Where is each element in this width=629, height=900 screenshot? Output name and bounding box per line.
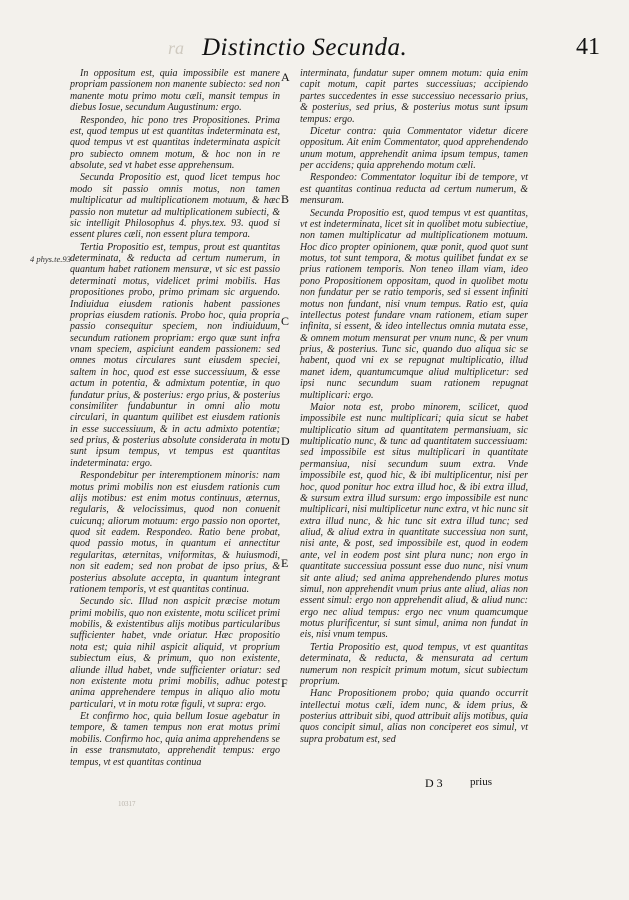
paragraph: Respondeo, hic pono tres Propositiones. Prima est, quod tempus ut est quantitas indeterminata est, quod tempus vt est quantitas indeterminata aspicit pro subiecto omnem motum, & hoc non in re absolute, sed vt habet esse apprehensum. <box>70 114 280 171</box>
page-title: Distinctio Secunda. <box>202 34 408 61</box>
paragraph: Respondeo: Commentator loquitur ibi de tempore, vt est quantitas continua reducta ad certum numerum, & mensuram. <box>300 172 528 207</box>
paragraph: Respondebitur per interemptionem minoris: nam motus primi mobilis non est eiusdem rationis cum alijs motibus: est enim motus continuus, æternus, regularis, & velocissimus, quod non conuenit cuicunq; aliorum motuum: ergo passio non oportet, quod sit eadem. Respondeo. Ratio bene probat, quod passio motus, in quantum ei annectitur regularitas, æternitas, vniformitas, & huiusmodi, non sit eadem; sed non probat de ipso prius, & posterius absolute accepta, in quantum integrant rationem temporis, vt est quantitas continua. <box>70 470 280 595</box>
section-marker-d: D <box>281 434 290 448</box>
margin-citation: 4 phys.te.93 <box>30 254 71 264</box>
signature-mark: D 3 <box>425 776 443 790</box>
bleed-through-text: ra <box>168 38 185 58</box>
left-column <box>70 68 280 769</box>
page-number: 41 <box>576 34 600 60</box>
paragraph: In oppositum est, quia impossibile est manere propriam passionem non manente subiecto: sed non manente motu primo motu cæli, mansit tempus in diebus Iosue, secundum Augustinum: ergo. <box>70 68 280 114</box>
running-header <box>180 34 600 68</box>
section-marker-b: B <box>281 192 290 206</box>
section-marker-e: E <box>281 556 289 570</box>
paragraph: Secundo sic. Illud non aspicit præcise motum primi mobilis, quo non existente, motu scilicet primi mobilis, & existentibus alijs motibus particularibus sufficienter habet, vnde oriatur. Hæc propositio nota est; quia nihil aspicit aliquid, vt proprium subiectum eius, & primum, quo non existente, aliunde illud habet, vnde sufficienter oriatur: sed non existente motu primi mobilis, adhuc potest anima apprehendere tempus in aliquo alio motu particulari, vt in motu rotæ figuli, vt supra: ergo. <box>70 596 280 710</box>
right-column <box>300 68 528 746</box>
section-marker-a: A <box>281 70 290 84</box>
paragraph: Secunda Propositio est, quod licet tempus hoc modo sit passio omnis motus, non tamen multiplicatur ad multiplicationem motuum, & hæc passio non mutetur ad multiplicationem subiecti, & sic intelligit Philosophus 4. phys.tex. 93. quod si essent plures cæli, non essent plura tempora. <box>70 172 280 241</box>
paragraph: Dicetur contra: quia Commentator videtur dicere oppositum. Ait enim Commentator, quod apprehendendo unum motum, apprehendit anima ipsum tempus, tamen per accidens; quia apprehendo motum cæli. <box>300 125 528 171</box>
paragraph: Hanc Propositionem probo; quia quando occurrit intellectui motus cæli, idem nunc, & idem prius, & posterius attribuit sibi, quod attribuit alijs motibus, quia quos concipit simul, alias non conciperet eos simul, vt supra probatum est, sed <box>300 688 528 745</box>
scan-mark: 10317 <box>118 800 136 808</box>
paragraph: Tertia Propositio est, tempus, prout est quantitas determinata, & reducta ad certum numerum, in quantum habet rationem mensuræ, vt sic est passio determinati motus, videlicet primi mobilis. Has propositiones probo, primo primam sic arguendo. Indiuidua eiusdem rationis habent passiones proprias eiusdem rationis. Probo hoc, quia propria passio consequitur speciem, non indiuiduum, secundum rationem propriam: ergo quæ sunt infra vnam speciem, aspiciunt eandem passionem: sed omnes motus circulares sunt eiusdem speciei, saltem in hoc, quod est esse successiuum, & esse actum in potentia, & admixtum potentiæ, in quo fundatur prius, & posterius: ergo prius, & posterius consimiliter fundabuntur in omni alio motu circulari, in quantum quilibet est eiusdem rationis in esse successiuum, & in actu admixto potentiæ; sed prius, & posterius absolute considerata in motu sunt ipsum tempus, vt tempus est quantitas indeterminata: ergo. <box>70 241 280 469</box>
catchword: prius <box>470 776 492 788</box>
paragraph: Tertia Propositio est, quod tempus, vt est quantitas determinata, & reducta, & mensurata ad certum numerum non respicit primum motum, sicut subiectum proprium. <box>300 641 528 687</box>
paragraph: Secunda Propositio est, quod tempus vt est quantitas, vt est indeterminata, licet sit in quolibet motu subiectiue, non tamen multiplicatur ad multiplicationem motuum. Hoc dico propter opinionem, quæ ponit, quod quot sunt motus, tot sunt tempora, & motus quilibet fundat ex se prius rationem temporis. Non teneo illam viam, ideo pono Propositionem oppositam, quod in quolibet motu non fundatur per se ratio temporis, sed si essent infiniti motus non fundant, nisi vnum tempus. Ratio est, quia intellectus potest fundare vnam rationem, etiam super infinita, si essent, & ideo intellectus omnia mutata esse, & omnem motum mensurat per vnum nunc, & per vnum prius, & posterius. Tunc sic, quando duo aliqua sic se habent, quod vni ex se repugnat multiplicatio, illud manet idem, quantumcumque aliud multiplicetur: sed ipsi nunc secundum suam rationem repugnat multiplicari: ergo. <box>300 207 528 401</box>
paragraph: interminata, fundatur super omnem motum: quia enim capit motum, capit partes successiuas; accipiendo partes succedentes in esse successiuo necessario prius, & posterius, sed prius, & posterius motus sunt ipsum tempus: ergo. <box>300 68 528 125</box>
paragraph: Maior nota est, probo minorem, scilicet, quod impossibile est nunc multiplicari; quia sicut se habet multiplicatio situm ad quantitatem permansiuam, sic multiplicatio nunc, & tunc ad quantitatem successiuam: sed impossibile est situs multiplicari in quantitate permansiua, nisi secundum suum extra. Vnde impossibile est, quod hic, & ibi multiplicentur, nisi per hoc, quod ponitur hoc extra illud hoc, & ibi extra illud, & sursum extra illud sursum: ergo impossibile est nunc multiplicari, nisi multiplicetur nunc extra, vt hic nunc sit extra illud nunc, & hic tunc sit extra illud tunc; sed aliud, & aliud extra in quantitate successiua non sunt, nisi ante, & post, sed impossibile est, quod in eodem ante, vel in eodem post sint plura nunc; non ergo in quantitate successiua possunt esse duo nunc, nisi vnum sit ante aliud; sed anima apprehendendo plures motus simul, non apprehendit vnum prius ante aliud, alias non essent simul: ergo non apprehendit aliud, & aliud nunc: ergo nec aliud tempus: ergo nec vnum quamcumque motus plurificentur, si sunt simul, anima non fundat in eis, nisi vnum tempus. <box>300 401 528 641</box>
paragraph: Et confirmo hoc, quia bellum Iosue agebatur in tempore, & tamen tempus non erat motus primi mobilis. Confirmo hoc, quia anima apprehendens se in esse transmutato, apprehendit tempus: ergo tempus, vt est quantitas continua <box>70 711 280 768</box>
section-marker-f: F <box>281 676 288 690</box>
section-marker-c: C <box>281 314 290 328</box>
